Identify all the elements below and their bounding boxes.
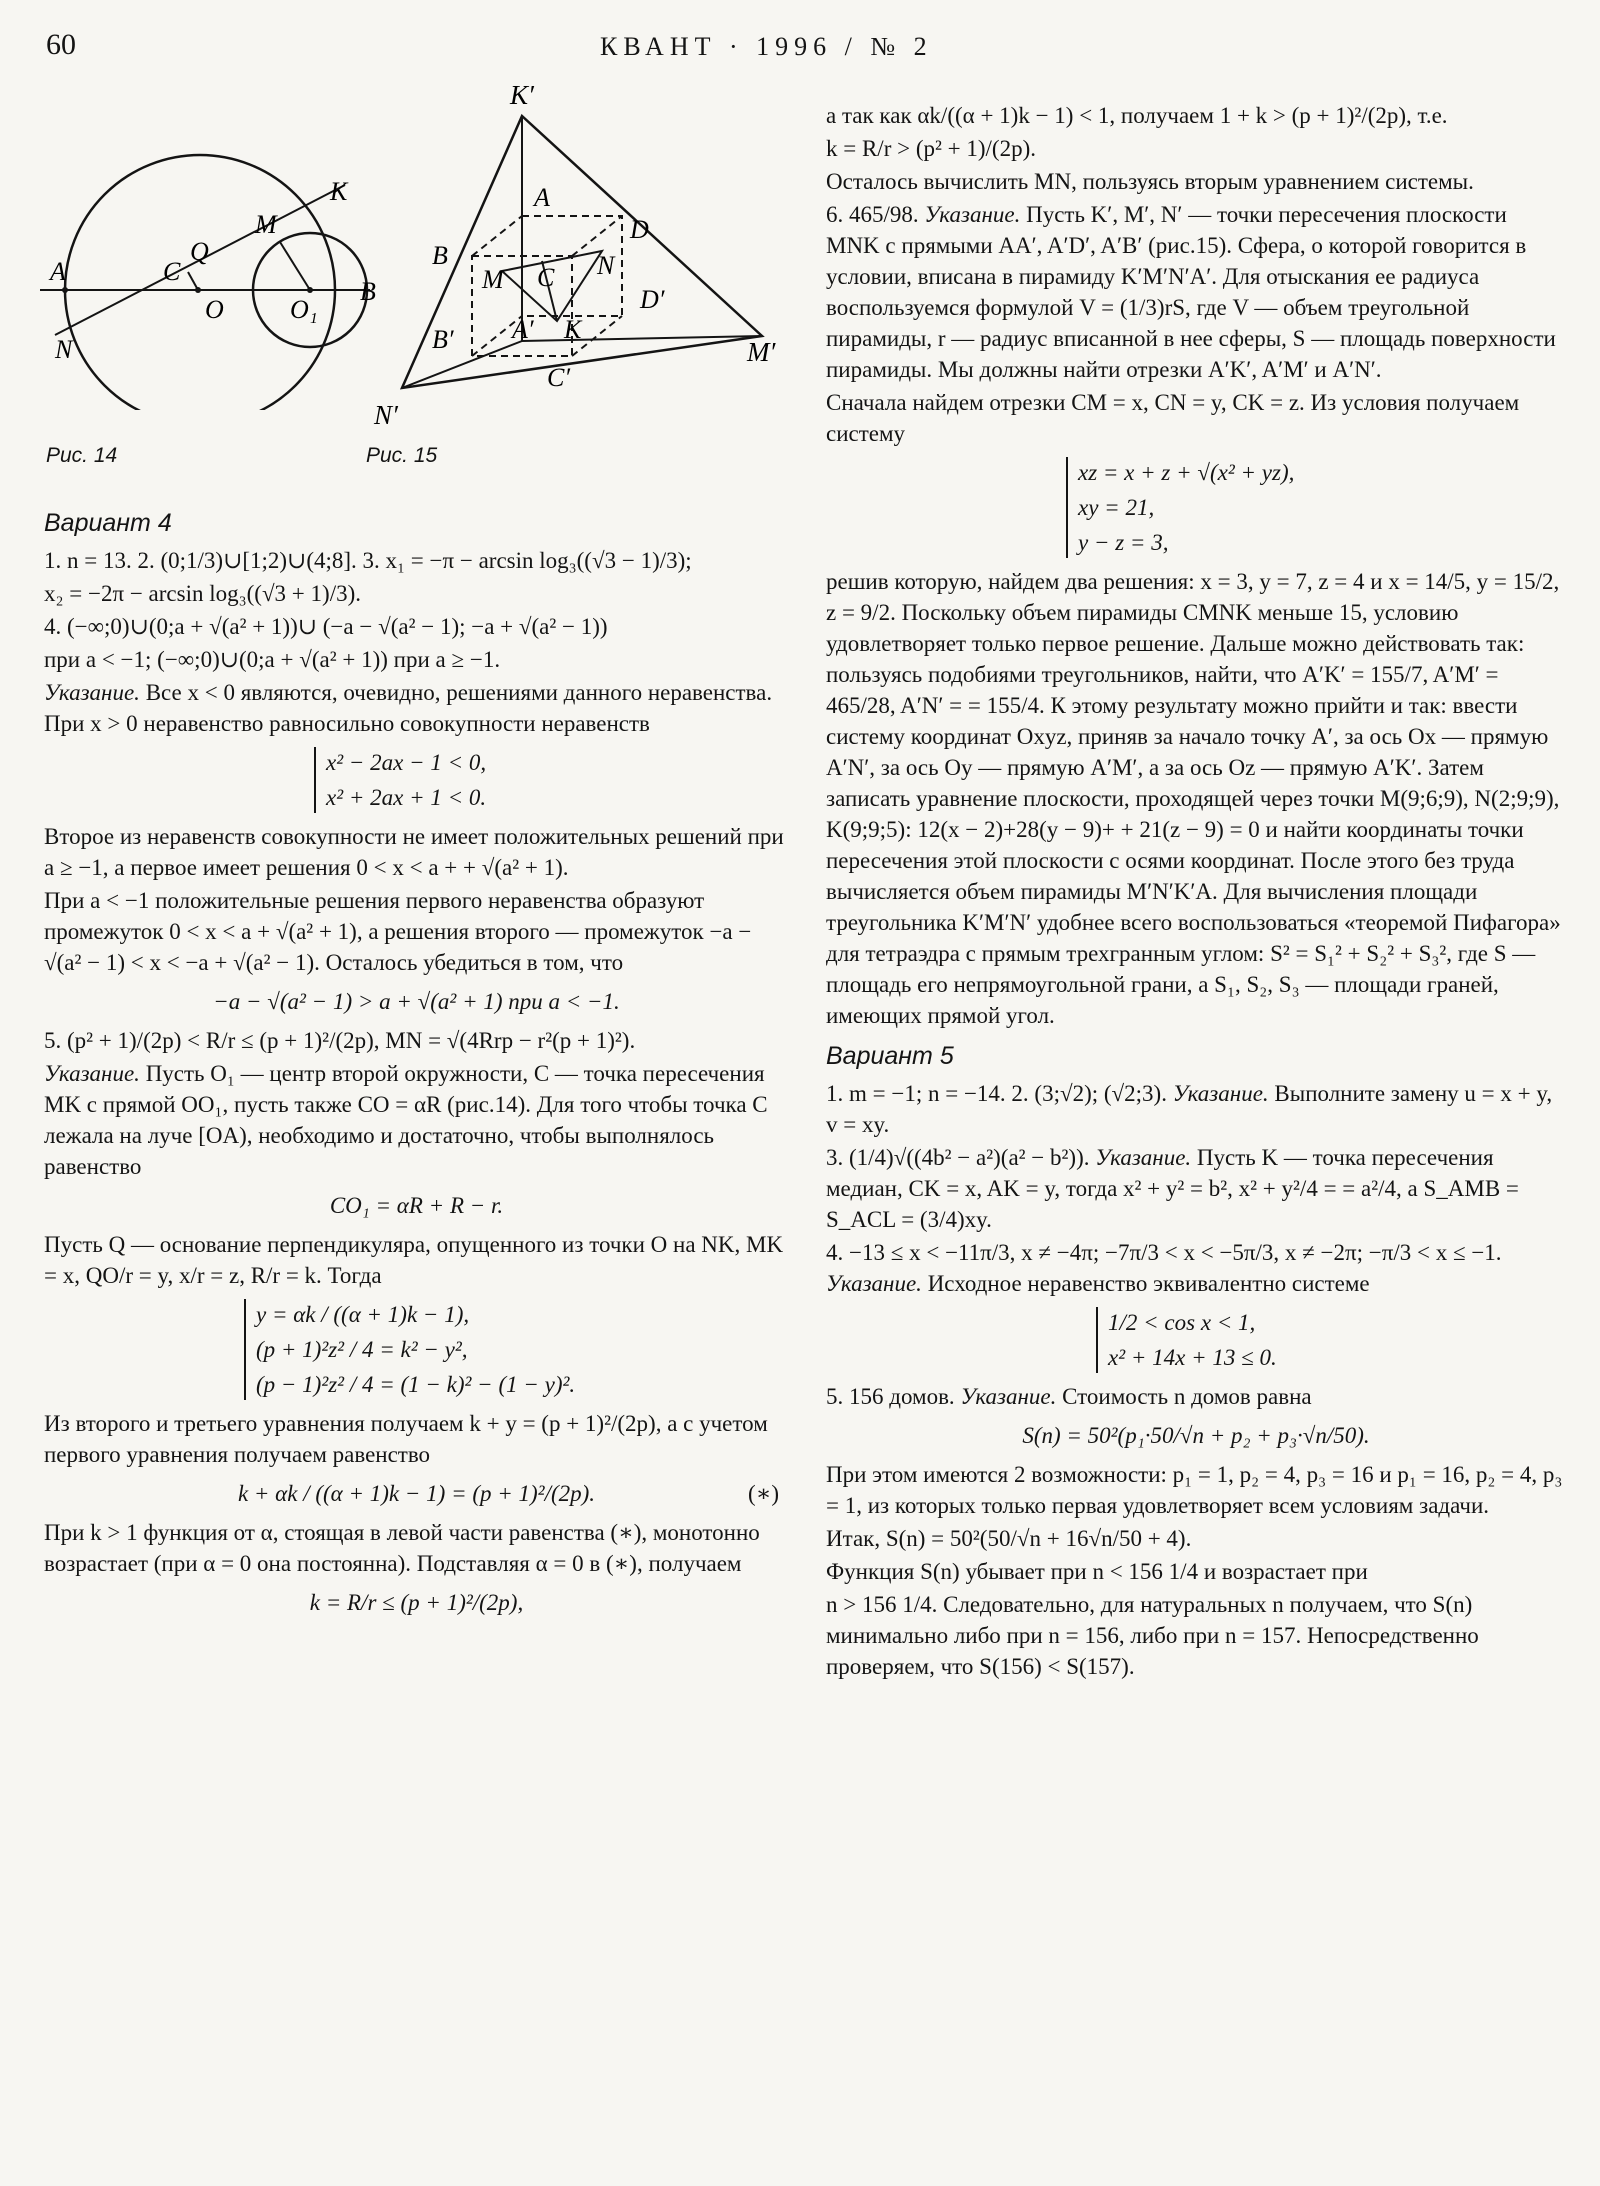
system-row: (p + 1)²z² / 4 = k² − y², [256, 1337, 468, 1362]
answer-line: 4. (−∞;0)∪(0;a + √(a² + 1))∪ (−a − √(a² − 1); −a + √(a² − 1)) [44, 614, 608, 639]
system-row: (p − 1)²z² / 4 = (1 − k)² − (1 − y)². [256, 1372, 576, 1397]
figure-14 [40, 90, 380, 410]
label-M: M [255, 210, 277, 239]
answer-line [826, 1078, 1566, 1140]
figure-15 [372, 76, 792, 436]
paragraph: Из второго и третьего уравнения получаем k + y = (p + 1)²/(2p), а с учетом первого уравнения получаем равенство [44, 1411, 768, 1467]
paragraph: Функция S(n) убывает при n < 156 1/4 и возрастает при [826, 1559, 1368, 1584]
hint-text: Пусть O₁ — центр второй окружности, C — точка пересечения MK с прямой OO₁, пусть также CO = αR (рис.14). Для того чтобы точка C лежала на луче [OA), необходимо и достаточно, чтобы выполнялось равенство [44, 1061, 768, 1179]
point-O1 [307, 287, 313, 293]
paragraph: При этом имеются 2 возможности: p₁ = 1, p₂ = 4, p₃ = 16 и p₁ = 16, p₂ = 4, p₃ = 1, из которых только первая удовлетворяет всем условиям задачи. [826, 1462, 1563, 1518]
label-K: K [330, 177, 348, 206]
right-column [826, 100, 1566, 1684]
paragraph [44, 677, 789, 739]
variant-4-heading: Вариант 4 [44, 509, 172, 537]
equation-system [1066, 457, 1566, 558]
answer-line [826, 1142, 1566, 1235]
display-formula [44, 1478, 789, 1509]
equation-tag: (∗) [748, 1481, 779, 1506]
hint-text: Исходное неравенство эквивалентно системе [927, 1271, 1370, 1296]
system-row: xz = x + z + √(x² + yz), [1078, 460, 1295, 485]
label-M: M [482, 265, 504, 294]
answer-line: x₂ = −2π − arcsin log₃((√3 + 1)/3). [44, 581, 361, 606]
answer-line [826, 1381, 1566, 1412]
system-row: y = αk / ((α + 1)k − 1), [256, 1302, 470, 1327]
label-C: C [163, 257, 181, 286]
running-head: КВАНТ · 1996 / № 2 [600, 32, 933, 61]
paragraph: а так как αk/((α + 1)k − 1) < 1, получаем 1 + k > (p + 1)²/(2p), т.е. [826, 103, 1448, 128]
paragraph: При a < −1 положительные решения первого неравенства образуют промежуток 0 < x < a + √(a² + 1), а решения второго — промежуток −a − √(a² − 1) < x < −a + √(a² − 1). Осталось убедиться в том, что [44, 888, 752, 975]
hint-text: Все x < 0 являются, очевидно, решениями данного неравенства. При x > 0 неравенство равносильно совокупности неравенств [44, 680, 773, 736]
display-formula: S(n) = 50²(p₁·50/√n + p₂ + p₃·√n/50). [1022, 1423, 1370, 1448]
label-Np: N′ [374, 400, 398, 430]
paragraph: n > 156 1/4. Следовательно, для натуральных n получаем, что S(n) минимально либо при n = 156, либо при n = 157. Непосредственно проверяем, что S(156) < S(157). [826, 1592, 1479, 1679]
hint-label: Указание. [960, 1384, 1057, 1409]
answer-text: 5. 156 домов. [826, 1384, 955, 1409]
variant-5-heading: Вариант 5 [826, 1042, 954, 1070]
label-Bp: B′ [432, 325, 454, 354]
figure-14-caption: Рис. 14 [46, 444, 118, 467]
label-O: O [205, 295, 224, 324]
system-row: x² + 2ax + 1 < 0. [326, 785, 487, 810]
big-circle [65, 155, 335, 410]
equation-system [244, 1299, 789, 1400]
paragraph: Пусть Q — основание перпендикуляра, опущенного из точки O на NK, MK = x, QO/r = y, x/r = z, R/r = k. Тогда [44, 1232, 784, 1288]
answer-line: при a < −1; (−∞;0)∪(0;a + √(a² + 1)) при a ≥ −1. [44, 647, 501, 672]
label-A: A [534, 183, 550, 212]
system-row: x² + 14x + 13 ≤ 0. [1108, 1345, 1277, 1370]
answer-number: 6. 465/98. [826, 202, 919, 227]
paragraph [826, 199, 1566, 385]
paragraph: k = R/r > (p² + 1)/(2p). [826, 136, 1036, 161]
display-formula: k = R/r ≤ (p + 1)²/(2p), [309, 1590, 524, 1615]
label-N: N [55, 335, 73, 364]
paragraph: Сначала найдем отрезки CM = x, CN = y, CK = z. Из условия получаем систему [826, 390, 1520, 446]
label-K: K [564, 315, 582, 344]
label-Ap: A′ [512, 315, 534, 344]
label-C: C [537, 263, 555, 292]
label-A: A [50, 257, 66, 286]
answer-text: 4. −13 ≤ x < −11π/3, x ≠ −4π; −7π/3 < x < −5π/3, x ≠ −2π; −π/3 < x ≤ −1. [826, 1240, 1502, 1265]
point-A [62, 287, 68, 293]
hint-label: Указание. [1172, 1081, 1269, 1106]
answer-line [826, 1237, 1566, 1299]
point-O [195, 287, 201, 293]
hint-text: Выполните замену u = x + y, v = xy. [826, 1081, 1553, 1137]
paragraph: При k > 1 функция от α, стоящая в левой части равенства (∗), монотонно возрастает (при α = 0 она постоянна). Подставляя α = 0 в (∗), получаем [44, 1520, 760, 1576]
hint-label: Указание. [826, 1271, 922, 1296]
system-row: x² − 2ax − 1 < 0, [326, 750, 487, 775]
figure-15-caption: Рис. 15 [366, 444, 438, 467]
paragraph: Осталось вычислить MN, пользуясь вторым уравнением системы. [826, 169, 1474, 194]
label-B: B [432, 241, 448, 270]
radius-O1M [280, 242, 310, 290]
answer-line: 5. (p² + 1)/(2p) < R/r ≤ (p + 1)²/(2p), MN = √(4Rrp − r²(p + 1)²). [44, 1028, 636, 1053]
paragraph: Второе из неравенств совокупности не имеет положительных решений при a ≥ −1, а первое имеет решения 0 < x < a + + √(a² + 1). [44, 824, 784, 880]
inequality-system [314, 747, 789, 813]
page-number: 60 [46, 28, 76, 61]
hint-text: Стоимость n домов равна [1062, 1384, 1312, 1409]
label-Dp: D′ [640, 285, 665, 314]
system-row: 1/2 < cos x < 1, [1108, 1310, 1256, 1335]
paragraph: решив которую, найдем два решения: x = 3, y = 7, z = 4 и x = 14/5, y = 15/2, z = 9/2. Поскольку объем пирамиды CMNK меньше 15, условию удовлетворяет только первое решение. Дальше можно действовать так: пользуясь подобиями треугольников, найти, что A′K′ = 155/7, A′M′ = 465/28, A′N′ = = 155/4. К этому результату можно прийти и так: ввести систему координат Oxyz, приняв за начало точку A′, за ось Ox — прямую A′N′, за ось Oy — прямую A′M′, а за ось Oz — прямую A′K′. Затем записать уравнение плоскости, проходящей через точки M(9;6;9), N(2;9;9), K(9;9;5): 12(x − 2)+28(y − 9)+ + 21(z − 9) = 0 и найти координаты точки пересечения этой плоскости с осями координат. После этого без труда вычисляется объем пирамиды M′N′K′A. Для вычисления площади треугольника K′M′N′ удобнее всего воспользоваться «теоремой Пифагора» для тетраэдра с прямым трехгранным углом: S² = S₁² + S₂² + S₃², где S — площадь его непрямоугольной грани, а S₁, S₂, S₃ — площади граней, имеющих прямой угол. [826, 569, 1561, 1028]
label-B: B [360, 277, 376, 306]
hint-label: Указание. [44, 1061, 140, 1086]
display-formula: CO₁ = αR + R − r. [329, 1193, 504, 1218]
hint-label: Указание. [924, 202, 1021, 227]
label-D: D [630, 215, 649, 244]
paragraph [44, 1058, 789, 1182]
answer-text: 1. m = −1; n = −14. 2. (3;√2); (√2;3). [826, 1081, 1167, 1106]
label-Mp: M′ [747, 337, 776, 367]
hint-text: Пусть K′, M′, N′ — точки пересечения плоскости MNK с прямыми AA′, A′D′, A′B′ (рис.15). Сфера, о которой говорится в условии, вписана в пирамиду K′M′N′A′. Для отыскания ее радиуса воспользуемся формулой V = (1/3)rS, где V — объем треугольной пирамиды, r — радиус вписанной в нее сферы, S — площадь поверхности пирамиды. Мы должны найти отрезки A′K′, A′M′ и A′N′. [826, 202, 1556, 382]
answer-text: 3. (1/4)√((4b² − a²)(a² − b²)). [826, 1145, 1090, 1170]
answer-line: 1. n = 13. 2. (0;1/3)∪[1;2)∪(4;8]. 3. x₁ = −π − arcsin log₃((√3 − 1)/3); [44, 548, 692, 573]
display-formula: −a − √(a² − 1) > a + √(a² + 1) при a < −1. [213, 989, 620, 1014]
left-column [44, 498, 789, 1626]
hint-text: Пусть K — точка пересечения медиан, CK = x, AK = y, тогда x² + y² = b², x² + y²/4 = = a²/4, а S_AMB = S_ACL = (3/4)xy. [826, 1145, 1519, 1232]
perpendicular-OQ [188, 272, 198, 290]
paragraph: Итак, S(n) = 50²(50/√n + 16√n/50 + 4). [826, 1526, 1192, 1551]
system-row: xy = 21, [1078, 495, 1155, 520]
label-Q: Q [190, 237, 209, 266]
inequality-system [1096, 1307, 1566, 1373]
label-Kp: K′ [510, 80, 534, 110]
label-N: N [597, 251, 615, 280]
formula-body: k + αk / ((α + 1)k − 1) = (p + 1)²/(2p). [237, 1481, 596, 1506]
hint-label: Указание. [1095, 1145, 1192, 1170]
label-Cp: C′ [547, 363, 571, 392]
hint-label: Указание. [44, 680, 140, 705]
label-O1: O₁ [290, 295, 318, 324]
system-row: y − z = 3, [1078, 530, 1169, 555]
